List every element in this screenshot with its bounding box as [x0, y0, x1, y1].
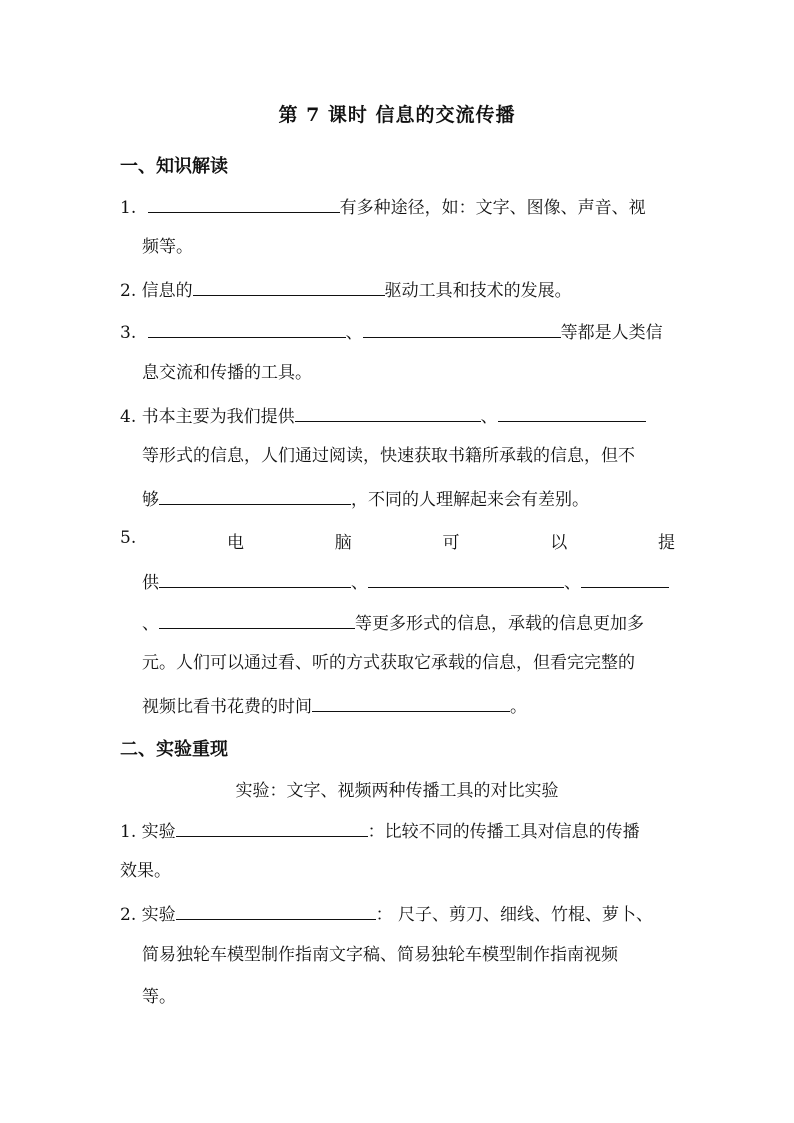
separator: 、 [480, 407, 498, 427]
question-1-cont: 频等。 [142, 237, 193, 257]
question-text: 够 [142, 490, 159, 510]
answer-blank[interactable] [368, 569, 564, 588]
answer-blank[interactable] [159, 610, 355, 629]
question-text: 驱动工具和技术的发展。 [384, 281, 572, 301]
question-text: 信息的 [141, 281, 193, 301]
question-5-cont [142, 569, 669, 595]
separator: 、 [142, 614, 159, 634]
experiment-item-2-cont: 简易独轮车模型制作指南文字稿、简易独轮车模型制作指南视频 [142, 945, 618, 965]
question-number: 1. [120, 822, 137, 842]
question-number: 3. [120, 323, 137, 343]
question-char: 电 [226, 533, 244, 553]
question-3 [120, 319, 663, 345]
separator: 、 [564, 573, 581, 593]
question-text: 书本主要为我们提供 [141, 407, 295, 427]
question-text: 等更多形式的信息，承载的信息更加多 [355, 614, 644, 634]
answer-blank[interactable] [176, 901, 376, 920]
separator: 、 [345, 323, 363, 343]
experiment-item-2 [120, 901, 653, 927]
question-text: ： 尺子、剪刀、细线、竹棍、萝卜、 [375, 905, 654, 925]
question-text: 。 [510, 697, 527, 717]
question-4 [120, 403, 646, 429]
question-5-cont [142, 693, 527, 719]
question-char: 脑 [334, 533, 352, 553]
question-1 [120, 194, 646, 220]
question-text: 有多种途径，如：文字、图像、声音、视 [339, 198, 646, 218]
experiment-item-1-cont: 效果。 [120, 861, 171, 881]
answer-blank[interactable] [498, 403, 646, 422]
answer-blank[interactable] [176, 818, 368, 837]
question-text: 供 [142, 573, 159, 593]
section-heading-knowledge: 一、知识解读 [120, 156, 228, 177]
question-number: 5. [120, 528, 137, 548]
question-number: 4. [120, 407, 137, 427]
answer-blank[interactable] [295, 403, 481, 422]
question-5 [120, 528, 675, 553]
question-char: 可 [442, 533, 460, 553]
answer-blank[interactable] [363, 319, 561, 338]
question-text: ，不同的人理解起来会有差别。 [351, 490, 589, 510]
answer-blank[interactable] [148, 319, 346, 338]
page-title: 第 7 课时 信息的交流传播 [278, 104, 516, 126]
question-text: 视频比看书花费的时间 [142, 697, 312, 717]
question-3-cont: 息交流和传播的工具。 [142, 363, 312, 383]
question-2 [120, 277, 572, 303]
question-number: 1. [120, 198, 137, 218]
experiment-item-1 [120, 818, 640, 844]
question-text: 等都是人类信 [560, 323, 663, 343]
section-heading-experiment: 二、实验重现 [120, 739, 228, 760]
question-4-cont: 等形式的信息，人们通过阅读，快速获取书籍所承载的信息，但不 [142, 446, 635, 466]
question-5-cont [142, 610, 644, 636]
question-char: 提 [657, 533, 675, 553]
answer-blank[interactable] [148, 194, 340, 213]
answer-blank[interactable] [312, 693, 510, 712]
answer-blank[interactable] [159, 569, 351, 588]
question-number: 2. [120, 281, 137, 301]
answer-blank[interactable] [581, 569, 669, 588]
separator: 、 [351, 573, 368, 593]
experiment-title: 实验：文字、视频两种传播工具的对比实验 [235, 781, 559, 801]
question-text: 实验 [141, 822, 176, 842]
question-4-cont [142, 486, 589, 512]
answer-blank[interactable] [159, 486, 351, 505]
answer-blank[interactable] [193, 277, 385, 296]
question-char: 以 [550, 533, 568, 553]
question-text: ：比较不同的传播工具对信息的传播 [367, 822, 640, 842]
experiment-item-2-cont: 等。 [142, 987, 176, 1007]
question-number: 2. [120, 905, 137, 925]
question-text: 实验 [141, 905, 176, 925]
question-5-cont: 元。人们可以通过看、听的方式获取它承载的信息，但看完完整的 [142, 653, 635, 673]
